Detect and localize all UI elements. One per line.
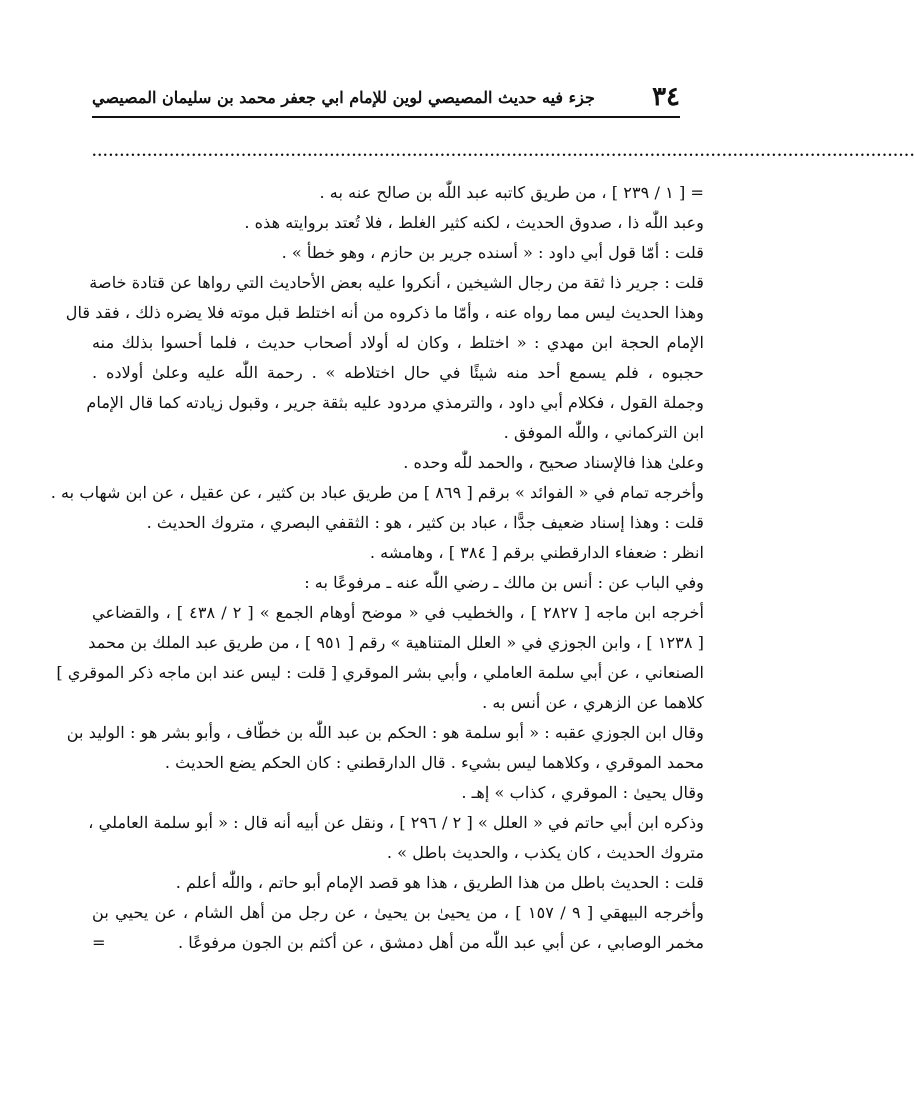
- text-line: قلت : أمّا قول أبي داود : « أسنده جرير بن حازم ، وهو خطأ » .: [281, 243, 704, 262]
- text-line: ابن التركماني ، واللّٰه الموفق .: [503, 423, 704, 442]
- text-line: وقال ابن الجوزي عقبه : « أبو سلمة هو : الحكم بن عبد اللّٰه بن خطّاف ، وأبو بشر هو : الوليد بن: [66, 723, 704, 742]
- text-line: [ ١٢٣٨ ] ، وابن الجوزي في « العلل المتناهية » رقم [ ٩٥١ ] ، من طريق عبد الملك بن محمد: [88, 633, 704, 652]
- text-line: انظر : ضعفاء الدارقطني برقم [ ٣٨٤ ] ، وهامشه .: [369, 543, 704, 562]
- text-line: وذكره ابن أبي حاتم في « العلل » [ ٢ / ٢٩٦ ] ، ونقل عن أبيه أنه قال : « أبو سلمة العاملي ،: [88, 813, 704, 832]
- text-line: كلاهما عن الزهري ، عن أنس به .: [482, 693, 704, 712]
- text-line: وجملة القول ، فكلام أبي داود ، والترمذي مردود عليه بثقة جرير ، وقبول زيادته كما قال الإمام: [86, 393, 704, 412]
- text-line-last: [92, 928, 704, 958]
- text-line: = [ ١ / ٢٣٩ ] ، من طريق كاتبه عبد اللّٰه بن صالح عنه به .: [319, 183, 704, 202]
- text-line: قلت : وهذا إسناد ضعيف جدًّا ، عباد بن كثير ، هو : الثقفي البصري ، متروك الحديث .: [146, 513, 704, 532]
- text-line: متروك الحديث ، كان يكذب ، والحديث باطل » .: [386, 843, 704, 862]
- text-line: قلت : الحديث باطل من هذا الطريق ، هذا هو قصد الإمام أبو حاتم ، واللّٰه أعلم .: [175, 873, 704, 892]
- text-line: وأخرجه تمام في « الفوائد » برقم [ ٨٦٩ ] من طريق عباد بن كثير ، عن عقيل ، عن ابن شهاب به .: [50, 483, 704, 502]
- text-line: وعبد اللّٰه ذا ، صدوق الحديث ، لكنه كثير الغلط ، فلا تُعتد بروايته هذه .: [244, 213, 704, 232]
- page-number: ٣٤: [652, 82, 680, 112]
- text-line: وقال يحيىٰ : الموقري ، كذاب » إهـ .: [461, 783, 704, 802]
- text-line: وأخرجه البيهقي [ ٩ / ١٥٧ ] ، من يحيىٰ بن يحيىٰ ، عن رجل من أهل الشام ، عن يحيي بن: [92, 903, 704, 922]
- text-line: حجبوه ، فلم يسمع أحد منه شيئًا في حال اختلاطه » . رحمة اللّٰه عليه وعلىٰ أولاده .: [92, 363, 704, 382]
- text-line-content: مخمر الوصابي ، عن أبي عبد اللّٰه من أهل دمشق ، عن أكثم بن الجون مرفوعًا .: [178, 933, 704, 952]
- text-line: وهذا الحديث ليس مما رواه عنه ، وأمّا ما ذكروه من أنه اختلط قبل موته فلا يضره ذلك ، فقد قال: [65, 303, 704, 322]
- continuation-marker: =: [92, 933, 106, 952]
- text-line: الصنعاني ، عن أبي سلمة العاملي ، وأبي بشر الموقري [ قلت : ليس عند ابن ماجه ذكر الموقري ]: [56, 663, 704, 682]
- text-line: أخرجه ابن ماجه [ ٢٨٢٧ ] ، والخطيب في « موضح أوهام الجمع » [ ٢ / ٤٣٨ ] ، والقضاعي: [92, 603, 704, 622]
- header-rule: [92, 116, 680, 118]
- page-body: [50, 178, 704, 958]
- text-line: وفي الباب عن : أنس بن مالك ـ رضي اللّٰه عنه ـ مرفوعًا به :: [304, 573, 704, 592]
- page-header: [92, 82, 680, 116]
- text-line: الإمام الحجة ابن مهدي : « اختلط ، وكان له أولاد أصحاب حديث ، فلما أحسوا بذلك منه: [92, 333, 704, 352]
- text-line: محمد الموقري ، وكلاهما ليس بشيء . قال الدارقطني : كان الحكم يضع الحديث .: [164, 753, 704, 772]
- text-line: وعلىٰ هذا فالإسناد صحيح ، والحمد للّٰه وحده .: [403, 453, 704, 472]
- text-line: قلت : جرير ذا ثقة من رجال الشيخين ، أنكروا عليه بعض الأحاديث التي رواها عن قتادة خاصة: [89, 273, 704, 292]
- dotted-separator: .....................................................................................................................................................: [92, 145, 915, 160]
- running-title: جزء فيه حديث المصيصي لوين للإمام ابي جعفر محمد بن سليمان المصيصي: [92, 88, 595, 107]
